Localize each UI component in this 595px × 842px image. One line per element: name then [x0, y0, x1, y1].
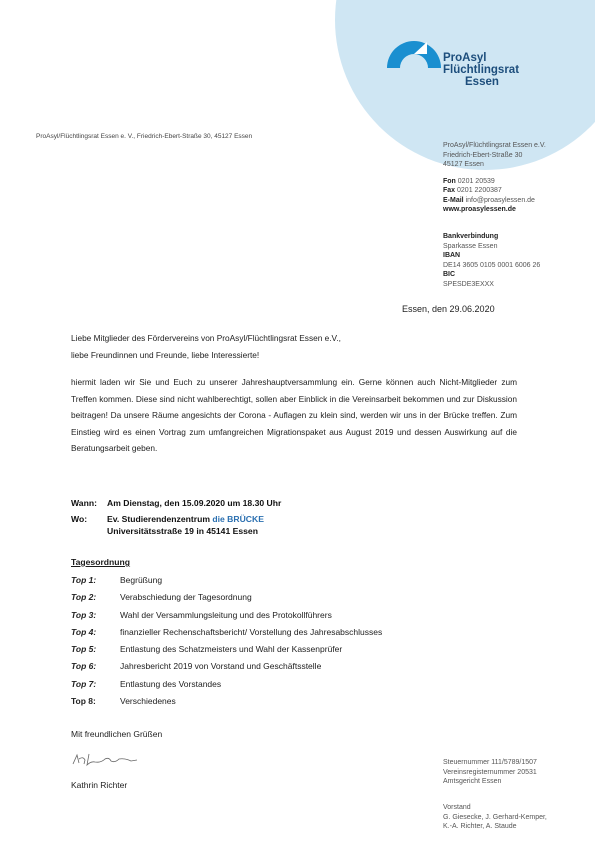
agenda-label: Top 6:	[71, 661, 97, 672]
agenda-list	[71, 572, 382, 710]
agenda-label: Top 5:	[71, 644, 97, 655]
event-where	[71, 513, 264, 525]
agenda-item	[71, 624, 382, 641]
bic-label: BIC	[443, 271, 456, 278]
contact-fax	[443, 186, 546, 196]
contact-email	[443, 196, 546, 206]
bank-name: Sparkasse Essen	[443, 242, 498, 250]
bank-heading: Bankverbindung	[443, 233, 499, 240]
contact-street: Friedrich-Ebert-Straße 30	[443, 151, 523, 159]
contact-city: 45127 Essen	[443, 161, 484, 168]
agenda-text: Wahl der Versammlungsleitung und des Protokollführers	[120, 609, 332, 620]
contact-block	[443, 141, 546, 215]
court: Amtsgericht Essen	[443, 778, 502, 785]
bank-block	[443, 232, 540, 289]
agenda-item	[71, 572, 382, 589]
iban-value: DE14 3605 0105 0001 6006 26	[443, 261, 541, 269]
logo-wordmark	[443, 52, 519, 88]
agenda-text: Jahresbericht 2019 von Vorstand und Geschäftsstelle	[120, 661, 322, 672]
register-number: Vereinsregisternummer 20531	[443, 768, 537, 776]
agenda-label: Top 7:	[71, 678, 97, 689]
logo-line-essen: Essen	[465, 76, 499, 88]
website-link[interactable]: www.proasylessen.de	[443, 206, 516, 213]
salutation	[71, 330, 517, 363]
fax-value: 0201 2200387	[457, 187, 502, 194]
iban-label: IBAN	[443, 252, 461, 259]
contact-org: ProAsyl/Flüchtlingsrat Essen e.V.	[443, 142, 546, 149]
agenda-item	[71, 693, 382, 710]
when-label: Wann:	[71, 498, 97, 508]
logo-line-proasyl: ProAsyl	[443, 52, 487, 64]
registry-block	[443, 758, 537, 787]
agenda-item	[71, 641, 382, 658]
proasyl-logo-icon	[383, 28, 445, 70]
agenda-heading: Tagesordnung	[71, 557, 131, 567]
board-heading: Vorstand	[443, 804, 471, 811]
tax-number: Steuernummer 111/5789/1507	[443, 759, 537, 766]
agenda-item	[71, 589, 382, 606]
agenda-label: Top 2:	[71, 592, 97, 603]
agenda-label: Top 1:	[71, 575, 97, 585]
logo-line-fluechtlingsrat: Flüchtlingsrat	[443, 64, 520, 76]
salutation-line-1: Liebe Mitglieder des Fördervereins von ProAsyl/Flüchtlingsrat Essen e.V.,	[71, 333, 341, 343]
email-value[interactable]: info@proasylessen.de	[465, 196, 535, 204]
letter-date: Essen, den 29.06.2020	[402, 304, 495, 314]
event-address: Universitätsstraße 19 in 45141 Essen	[107, 526, 258, 536]
email-label: E-Mail	[443, 196, 464, 204]
agenda-text: finanzieller Rechenschaftsbericht/ Vorstellung des Jahresabschlusses	[120, 626, 383, 637]
sender-return-address: ProAsyl/Flüchtlingsrat Essen e. V., Friedrich-Ebert-Straße 30, 45127 Essen	[36, 133, 253, 140]
board-block	[443, 803, 547, 832]
when-value: Am Dienstag, den 15.09.2020 um 18.30 Uhr	[107, 498, 282, 508]
agenda-item	[71, 676, 382, 693]
agenda-item	[71, 607, 382, 624]
agenda-label: Top 4:	[71, 626, 97, 637]
agenda-text: Entlastung des Vorstandes	[120, 678, 222, 689]
agenda-label: Top 8:	[71, 696, 96, 707]
agenda-item	[71, 658, 382, 675]
where-label: Wo:	[71, 514, 88, 524]
board-line-2: K.-A. Richter, A. Staude	[443, 823, 517, 830]
closing-greeting: Mit freundlichen Grüßen	[71, 729, 163, 739]
agenda-text: Begrüßung	[120, 575, 163, 585]
board-line-1: G. Giesecke, J. Gerhard-Kemper,	[443, 813, 547, 821]
fax-label: Fax	[443, 187, 456, 194]
venue-name: die BRÜCKE	[212, 514, 264, 524]
salutation-line-2: liebe Freundinnen und Freunde, liebe Interessierte!	[71, 349, 260, 360]
agenda-text: Verabschiedung der Tagesordnung	[120, 592, 252, 603]
signatory-name: Kathrin Richter	[71, 780, 128, 790]
fon-label: Fon	[443, 177, 456, 185]
fon-value: 0201 20539	[457, 177, 495, 185]
agenda-text: Entlastung des Schatzmeisters und Wahl der Kassenprüfer	[120, 644, 343, 655]
bic-value: SPESDE3EXXX	[443, 280, 494, 288]
handwritten-signature	[71, 750, 141, 770]
intro-paragraph: hiermit laden wir Sie und Euch zu unserer Jahreshauptversammlung ein. Gerne können auch Nicht-Mitglieder zum Treffen kommen. Diese sind nicht wahlberechtigt, sollen aber Einblick in die Vereinsarbeit bekommen und zur Diskussion beitragen! Da unsere Räume angesichts der Corona - Auflagen zu klein sind, werden wir uns in der Brücke treffen. Zum Einstieg wird es einen Vortrag zum umfangreichen Migrationspaket aus August 2019 und dessen Auswirkung auf die Beratungsarbeit geben.	[71, 377, 517, 453]
agenda-label: Top 3:	[71, 609, 97, 620]
where-venue: Ev. Studierendenzentrum	[107, 514, 213, 524]
event-when	[71, 497, 281, 509]
contact-fon	[443, 177, 546, 187]
agenda-text: Verschiedenes	[120, 696, 176, 707]
